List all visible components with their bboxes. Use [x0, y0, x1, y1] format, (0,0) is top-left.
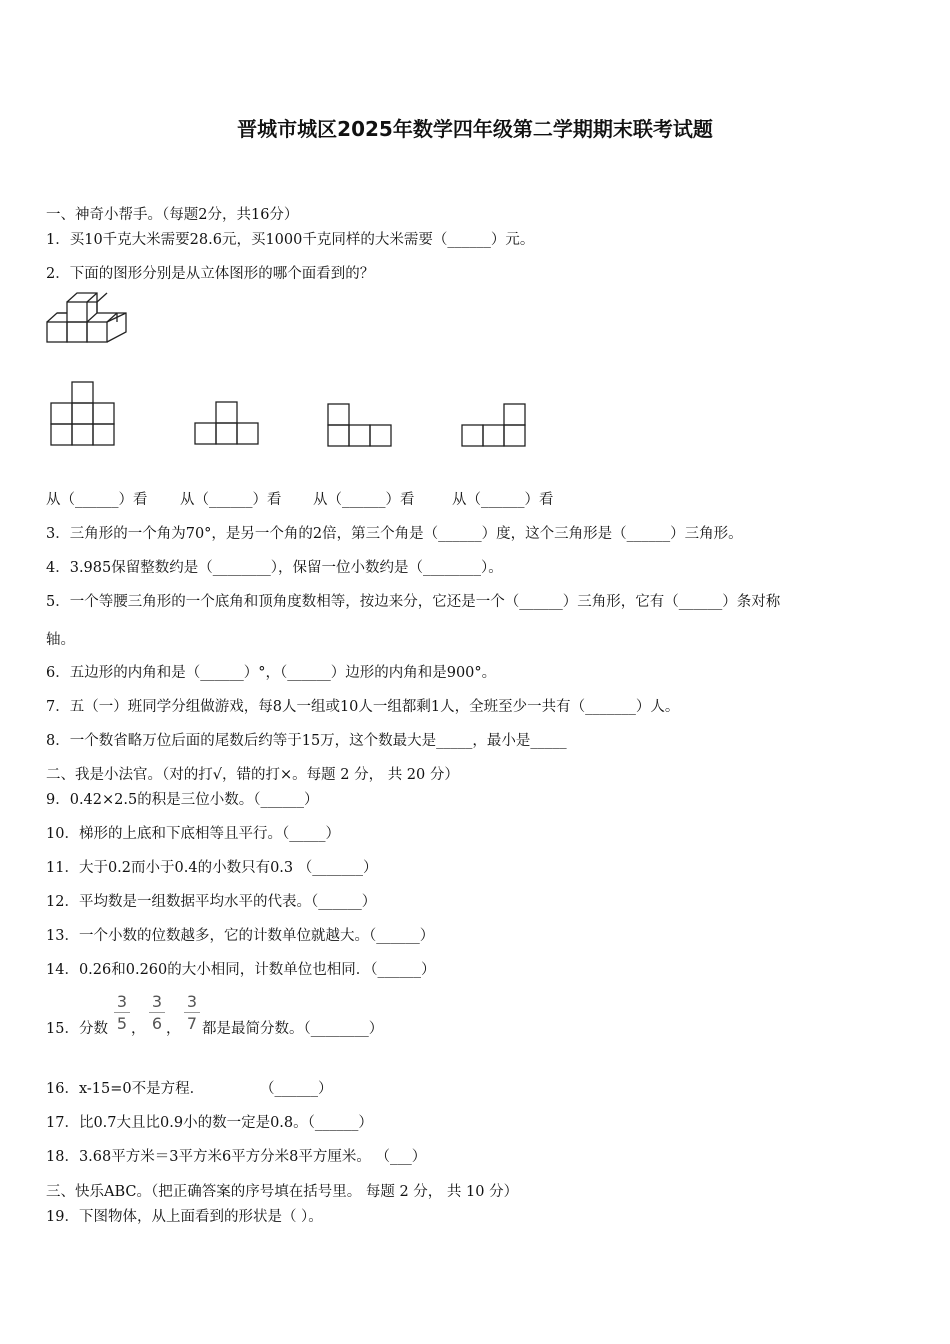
question-13: 13．一个小数的位数越多，它的计数单位就越大。（______） [46, 928, 435, 944]
question-15-prefix: 15．分数 [46, 1021, 108, 1037]
question-11: 11．大于0.2而小于0.4的小数只有0.3 （_______） [46, 860, 378, 876]
fraction-1 [114, 993, 130, 1033]
fraction-3-numerator: 3 [186, 992, 198, 1011]
question-14: 14．0.26和0.260的大小相同，计数单位也相同．（______） [46, 962, 436, 978]
fraction-2-denominator: 6 [151, 1014, 163, 1033]
fraction-3 [184, 993, 200, 1033]
view-label-1: 从（______）看 [46, 492, 148, 508]
question-2: 2．下面的图形分别是从立体图形的哪个面看到的？ [46, 266, 375, 282]
question-10: 10．梯形的上底和下底相等且平行。（_____） [46, 826, 340, 842]
section-2-heading: 二、我是小法官。（对的打√，错的打×。每题 2 分， 共 20 分） [46, 767, 459, 783]
question-7: 7．五（一）班同学分组做游戏，每8人一组或10人一组都剩1人，全班至少一共有（_______）人。 [46, 699, 680, 715]
solid-figure [44, 290, 134, 348]
view-shape-2 [194, 401, 262, 447]
question-16: 16．x-15=0不是方程． [46, 1081, 205, 1097]
question-5-line-2: 轴。 [46, 632, 75, 648]
question-8: 8．一个数省略万位后面的尾数后约等于15万，这个数最大是_____，最小是_____ [46, 733, 567, 749]
fraction-separator-2: ， [166, 1021, 181, 1037]
fraction-3-denominator: 7 [186, 1014, 198, 1033]
fraction-1-numerator: 3 [116, 992, 128, 1011]
question-5-line-1: 5．一个等腰三角形的一个底角和顶角度数相等，按边来分，它还是一个（______）三角形，它有（______）条对称 [46, 594, 781, 610]
page-title: 晋城市城区2025年数学四年级第二学期期末联考试题 [237, 117, 713, 141]
view-label-4: 从（______）看 [452, 492, 554, 508]
question-3: 3．三角形的一个角为70°，是另一个角的2倍，第三个角是（______）度，这个三角形是（______）三角形。 [46, 526, 743, 542]
question-1: 1．买10千克大米需要28.6元，买1000千克同样的大米需要（______）元。 [46, 232, 535, 248]
question-4: 4．3.985保留整数约是（________），保留一位小数约是（________）。 [46, 560, 503, 576]
question-19: 19．下图物体，从上面看到的形状是（ ）。 [46, 1209, 323, 1225]
view-shape-1 [50, 380, 118, 446]
fraction-1-denominator: 5 [116, 1014, 128, 1033]
view-label-2: 从（______）看 [180, 492, 282, 508]
view-label-3: 从（______）看 [313, 492, 415, 508]
question-17: 17．比0.7大且比0.9小的数一定是0.8。（______） [46, 1115, 373, 1131]
fraction-2 [149, 993, 165, 1033]
view-shape-4 [461, 403, 529, 449]
section-1-heading: 一、神奇小帮手。（每题2分，共16分） [46, 207, 299, 223]
fraction-2-numerator: 3 [151, 992, 163, 1011]
view-shape-3 [327, 403, 395, 449]
question-15-suffix: 都是最简分数。（________） [202, 1021, 384, 1037]
fraction-separator-1: ， [131, 1021, 146, 1037]
section-3-heading: 三、快乐ABC。（把正确答案的序号填在括号里。 每题 2 分， 共 10 分） [46, 1184, 519, 1200]
question-6: 6．五边形的内角和是（______）°，（______）边形的内角和是900°。 [46, 665, 497, 681]
question-16-blank: （______） [260, 1081, 333, 1097]
question-9: 9．0.42×2.5的积是三位小数。（______） [46, 792, 319, 808]
question-18: 18．3.68平方米＝3平方米6平方分米8平方厘米。 （___） [46, 1149, 427, 1165]
question-12: 12．平均数是一组数据平均水平的代表。（______） [46, 894, 377, 910]
